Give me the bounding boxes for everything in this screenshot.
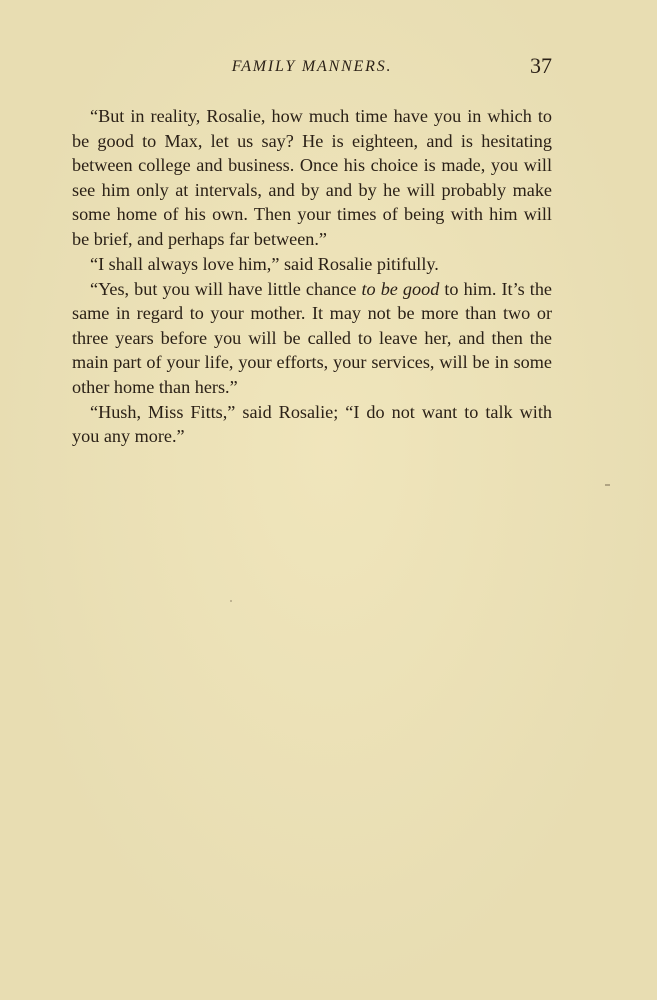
paragraph-3 xyxy=(72,277,552,400)
page-number: 37 xyxy=(530,53,552,78)
emphasized-text: to be good xyxy=(361,278,440,299)
page-header xyxy=(72,53,552,84)
body-text xyxy=(72,104,552,449)
running-head: FAMILY MANNERS. xyxy=(231,58,393,75)
paragraph-3-after: to him. It’s the same in regard to your mother. It may not be more than two or three years before you will be called to leave her, and then the main part of your life, your efforts, your services, will be in some other home than hers.” xyxy=(72,278,552,397)
paper-speck xyxy=(230,600,232,602)
paragraph-2: “I shall always love him,” said Rosalie pitifully. xyxy=(90,253,439,274)
paragraph-4: “Hush, Miss Fitts,” said Rosalie; “I do not want to talk with you any more.” xyxy=(72,401,552,446)
paper-mark xyxy=(605,484,610,486)
paragraph-3-before: “Yes, but you will have little chance xyxy=(90,278,362,299)
paragraph-1: “But in reality, Rosalie, how much time have you in which to be good to Max, let us say? He is eighteen, and is hesitating between college and business. Once his choice is made, you will see him only at intervals, and by and by he will probably make some home of his own. Then your times of being with him will be brief, and perhaps far between.” xyxy=(72,106,552,249)
